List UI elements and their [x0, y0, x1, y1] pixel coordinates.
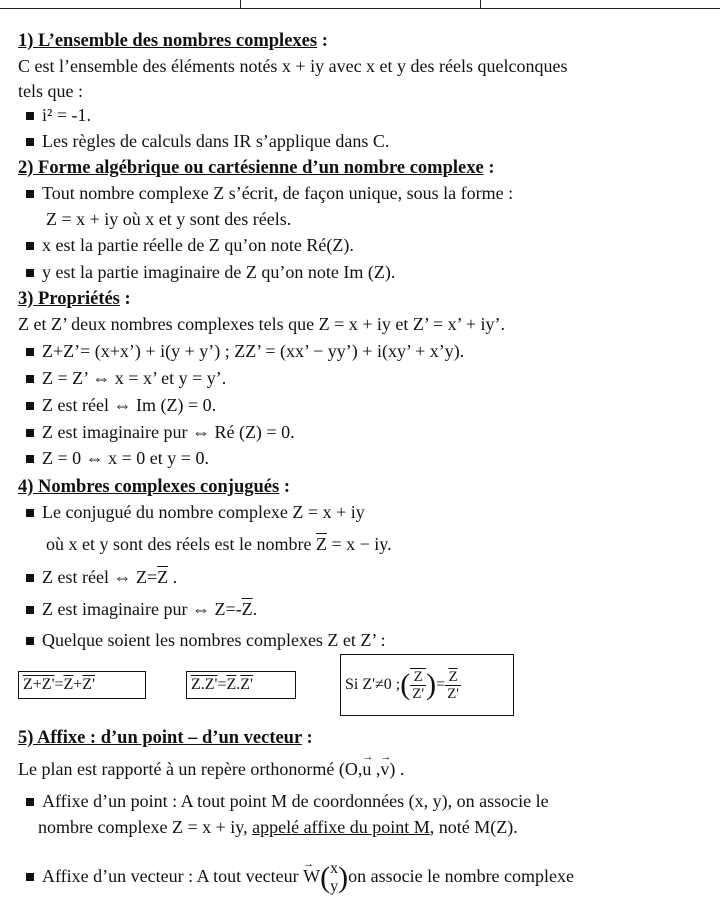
table-edge-tick [240, 0, 241, 8]
sum-conjugate: Z+Z' [23, 676, 55, 693]
s5-bullet1-cont [38, 816, 518, 838]
s3-bullet1 [26, 340, 464, 362]
s1-line2: tels que : [18, 81, 83, 101]
s4-cont-text-end: = x − iy. [326, 534, 392, 554]
conjugate-z-prime: Z' [240, 676, 253, 693]
table-edge-tick [480, 0, 481, 8]
section-2-heading [18, 157, 495, 179]
fraction-numerator: $\overline{Z}$ [445, 669, 461, 686]
bullet-icon [26, 606, 34, 614]
s2-bullet3 [26, 261, 395, 283]
section-2-title: 2) Forme algébrique ou cartésienne d’un nombre complexe [18, 158, 484, 178]
s4-bullet3-text: Z est imaginaire pur ⇔ Z=- [42, 599, 242, 619]
bullet-icon [26, 190, 34, 198]
equals: = [217, 676, 227, 693]
section-4-heading [18, 476, 290, 498]
bullet-icon [26, 509, 34, 517]
bullet-icon [26, 375, 34, 383]
conjugate-z: $\overline{Z}$ [241, 599, 253, 619]
s4-bullet1 [26, 501, 365, 523]
s3-bullet1-text: Z+Z’= (x+x’) + i(y + y’) ; ZZ’ = (xx’ − yy’) + i(xy’ + x’y). [42, 341, 465, 361]
conjugate-z-prime: Z' [82, 676, 95, 693]
bullet-icon [26, 798, 34, 806]
s1-bullet1-text: i² = -1. [42, 105, 92, 125]
right-paren: ) [426, 668, 437, 701]
result-fraction [445, 669, 461, 702]
quotient-fraction [410, 668, 426, 702]
section-3-title: 3) Propriétés [18, 289, 120, 309]
s1-bullet1 [26, 104, 91, 126]
right-paren: ) [338, 860, 349, 894]
s1-bullet2 [26, 130, 389, 152]
bullet-icon [26, 637, 34, 645]
vector-w: → W [303, 856, 320, 896]
s4-bullet2 [26, 566, 177, 588]
bullet-icon [26, 269, 34, 277]
bullet-icon [26, 242, 34, 250]
component-y: y [330, 877, 339, 895]
bullet-icon [26, 348, 34, 356]
colon: : [279, 477, 291, 497]
section-5-heading [18, 727, 313, 749]
section-5-title: 5) Affixe : d’un point – d’un vecteur [18, 728, 302, 748]
bullet-icon [26, 574, 34, 582]
s3-bullet5 [26, 447, 209, 469]
equals: = [436, 676, 446, 693]
fraction-denominator: Z' [412, 686, 425, 702]
s4-bullet3 [26, 598, 257, 620]
bullet-icon [26, 455, 34, 463]
s2-bullet2-text: x est la partie réelle de Z qu’on note Ré(Z). [42, 235, 354, 255]
s3-bullet3-text: Z est réel ⇔ Im (Z) = 0. [42, 395, 217, 415]
s2-bullet1-cont: Z = x + iy où x et y sont des réels. [46, 209, 292, 229]
section-1-title: 1) L’ensemble des nombres complexes [18, 31, 318, 51]
s4-bullet1-text: Le conjugué du nombre complexe Z = x + iy [42, 502, 365, 522]
s2-bullet1 [26, 182, 513, 204]
bullet-icon [26, 112, 34, 120]
s3-bullet2 [26, 367, 226, 389]
formula-box-product [186, 671, 296, 699]
s1-line1: C est l’ensemble des éléments notés x + iy avec x et y des réels quelconques [18, 56, 568, 76]
conjugate-z: $\overline{Z}$ [226, 676, 237, 693]
s4-bullet2-text: Z est réel ⇔ Z= [42, 567, 158, 587]
s2-bullet1-text: Tout nombre complexe Z s’écrit, de façon unique, sous la forme : [42, 183, 514, 203]
left-paren: ( [400, 668, 411, 701]
vector-v: → v [380, 758, 389, 780]
s5-intro-end: ) . [389, 759, 405, 779]
s5-bullet2-text: Affixe d’un vecteur : A tout vecteur [42, 866, 304, 886]
conjugate-z: $\overline{Z}$ [315, 534, 327, 554]
vector-components [330, 860, 338, 896]
left-paren: ( [320, 860, 331, 894]
dot: . [236, 676, 241, 693]
comma: , [371, 759, 381, 779]
s1-bullet2-text: Les règles de calculs dans IR s’applique dans C. [42, 131, 390, 151]
s5-intro-text: Le plan est rapporté à un repère orthonormé (O, [18, 759, 363, 779]
vector-u: → u [362, 758, 371, 780]
underlined-term: appelé affixe du point M [252, 817, 430, 837]
s4-bullet3-end: . [252, 599, 258, 619]
s4-bullet4 [26, 629, 386, 651]
fraction-numerator: Z [410, 669, 426, 686]
s3-bullet4-text: Z est imaginaire pur ⇔ Ré (Z) = 0. [42, 422, 295, 442]
s4-bullet4-text: Quelque soient les nombres complexes Z et Z’ : [42, 630, 386, 650]
equals: = [54, 676, 64, 693]
formula-box-sum [18, 671, 146, 699]
bullet-icon [26, 138, 34, 146]
table-edge [0, 0, 720, 9]
bullet-icon [26, 402, 34, 410]
section-3-heading [18, 288, 131, 310]
s3-intro: Z et Z’ deux nombres complexes tels que Z = x + iy et Z’ = x’ + iy’. [18, 314, 505, 334]
s5-bullet1-text: Affixe d’un point : A tout point M de coordonnées (x, y), on associe le [42, 791, 549, 811]
conjugate-z: $\overline{Z}$ [157, 567, 169, 587]
colon: : [317, 31, 328, 51]
s4-bullet2-end: . [168, 567, 178, 587]
s4-bullet1-cont [46, 533, 392, 555]
component-x: x [330, 859, 339, 877]
s5-cont-end: , noté M(Z). [429, 817, 518, 837]
s5-cont-text: nombre complexe Z = x + iy, [38, 817, 253, 837]
s5-bullet2 [26, 856, 574, 896]
bullet-icon [26, 873, 34, 881]
bullet-icon [26, 429, 34, 437]
fraction-denominator: Z' [447, 685, 460, 702]
section-4-title: 4) Nombres complexes conjugués [18, 477, 280, 497]
colon: : [301, 728, 313, 748]
s5-bullet1 [26, 790, 549, 812]
conjugate-z: $\overline{Z}$ [63, 676, 74, 693]
s2-bullet3-text: y est la partie imaginaire de Z qu’on note Im (Z). [42, 262, 396, 282]
section-1-heading [18, 30, 328, 52]
s3-bullet4 [26, 421, 295, 443]
s5-bullet2-end: on associe le nombre complexe [348, 866, 575, 886]
plus: + [73, 676, 83, 693]
s2-bullet2 [26, 234, 354, 256]
formula-box-quotient [340, 654, 514, 716]
s4-cont-text: où x et y sont des réels est le nombre [46, 534, 316, 554]
s3-bullet2-text: Z = Z’ ⇔ x = x’ et y = y’. [42, 368, 227, 388]
s5-intro [18, 758, 404, 780]
colon: : [483, 158, 495, 178]
s3-bullet3 [26, 394, 216, 416]
product-conjugate: Z.Z' [191, 676, 218, 693]
s3-bullet5-text: Z = 0 ⇔ x = 0 et y = 0. [42, 448, 209, 468]
quotient-condition: Si Z'≠0 ; [345, 676, 401, 693]
colon: : [119, 289, 131, 309]
